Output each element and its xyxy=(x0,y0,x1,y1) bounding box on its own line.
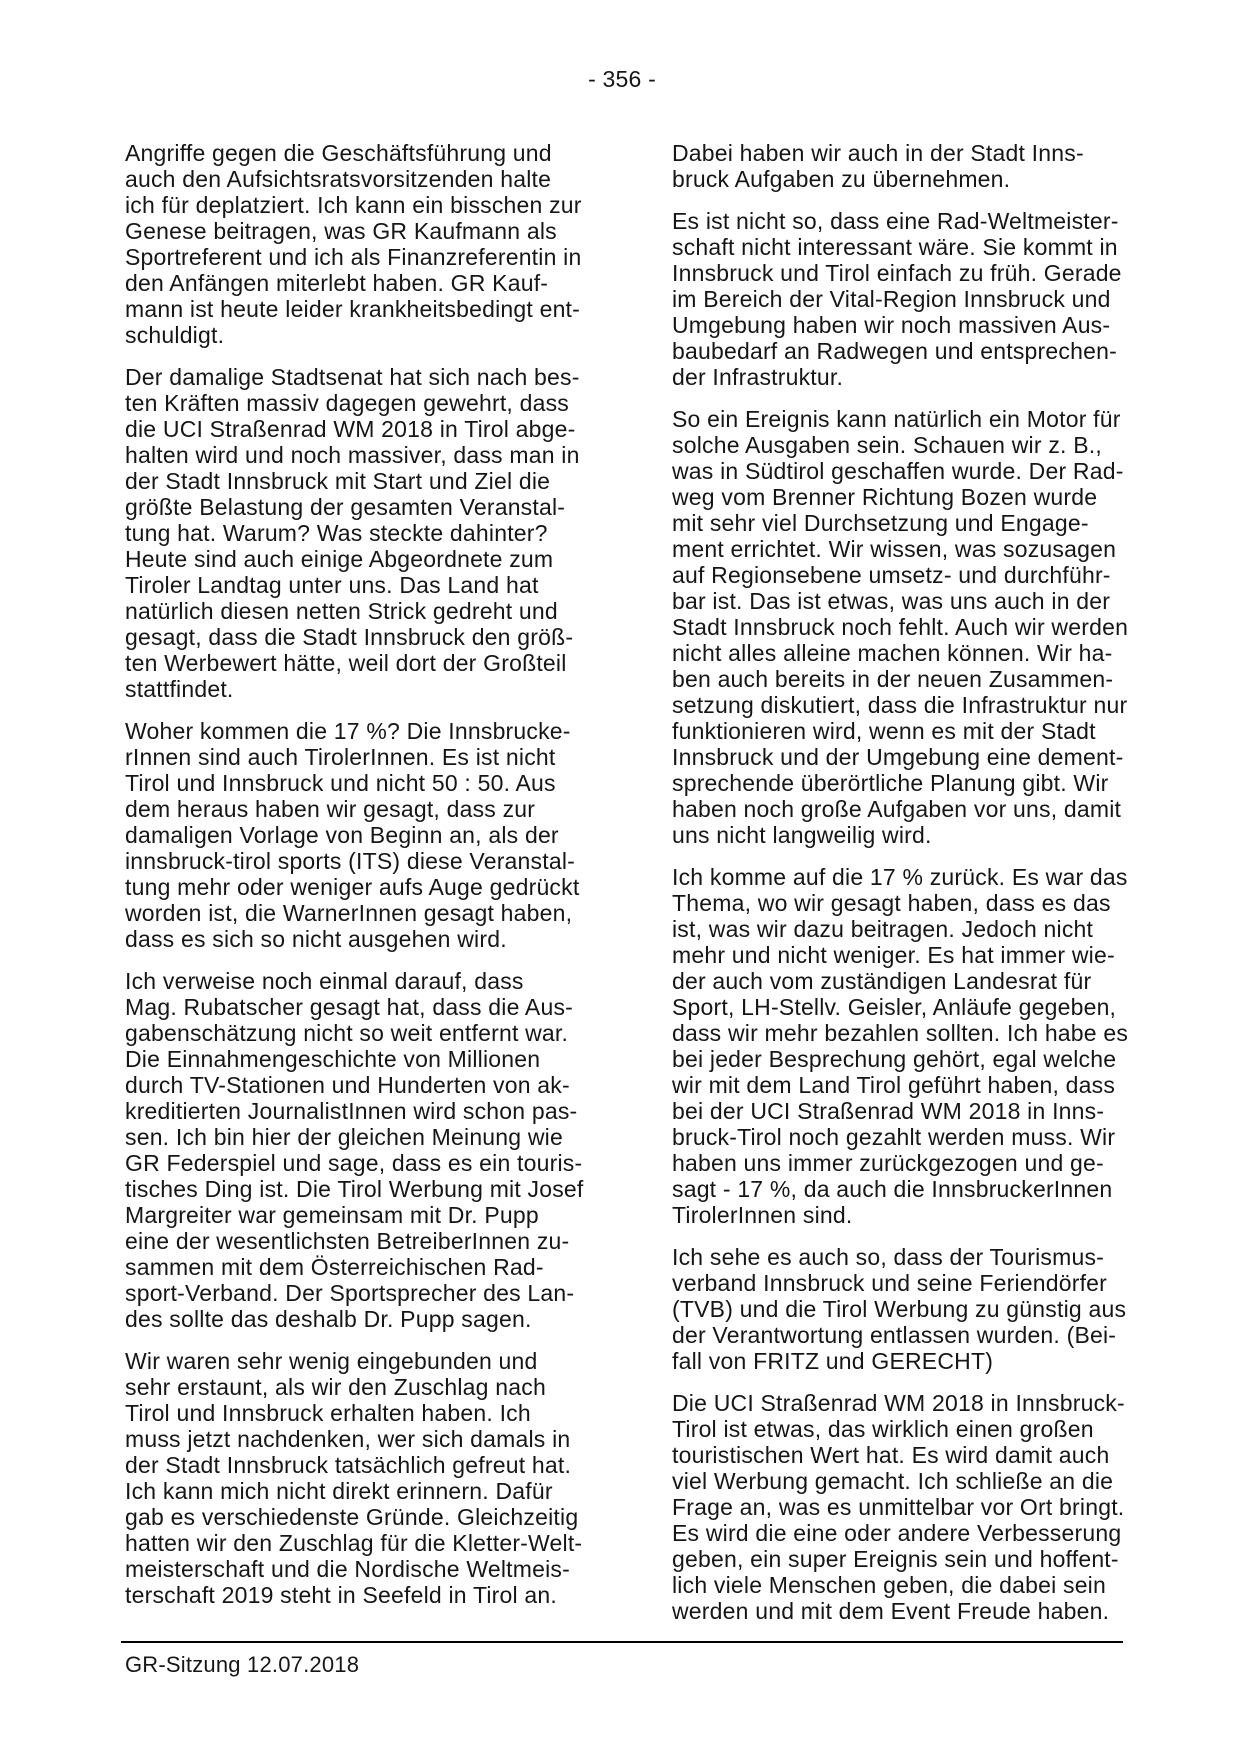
text-line: Umgebung haben wir noch massiven Aus- xyxy=(672,312,1111,338)
text-line: Ich verweise noch einmal darauf, dass xyxy=(125,968,524,994)
text-line: sammen mit dem Österreichischen Rad- xyxy=(125,1254,544,1280)
paragraph xyxy=(672,406,1134,848)
text-line: baubedarf an Radwegen und entsprechen- xyxy=(672,338,1117,364)
paragraph xyxy=(672,140,1134,192)
text-line: Der damalige Stadtsenat hat sich nach bes- xyxy=(125,364,580,390)
text-line: meisterschaft und die Nordische Weltmeis- xyxy=(125,1556,570,1582)
text-line: kreditierten JournalistInnen wird schon pas- xyxy=(125,1098,578,1124)
text-line: GR Federspiel und sage, dass es ein touris- xyxy=(125,1150,583,1176)
text-line: ten Kräften massiv dagegen gewehrt, dass xyxy=(125,390,569,416)
text-line: sehr erstaunt, als wir den Zuschlag nach xyxy=(125,1374,546,1400)
text-line: Innsbruck und Tirol einfach zu früh. Gerade xyxy=(672,260,1122,286)
text-line: Tirol und Innsbruck erhalten haben. Ich xyxy=(125,1400,531,1426)
text-line: haben noch große Aufgaben vor uns, damit xyxy=(672,796,1122,822)
paragraph xyxy=(125,968,603,1332)
text-line: terschaft 2019 steht in Seefeld in Tirol an. xyxy=(125,1582,557,1608)
text-line: Sport, LH-Stellv. Geisler, Anläufe gegeben, xyxy=(672,994,1117,1020)
text-line: Sportreferent und ich als Finanzreferentin in xyxy=(125,244,582,270)
text-line: der Stadt Innsbruck mit Start und Ziel die xyxy=(125,468,551,494)
right-text-column xyxy=(672,140,1134,1624)
text-line: bruck Aufgaben zu übernehmen. xyxy=(672,166,1011,192)
text-line: Die Einnahmengeschichte von Millionen xyxy=(125,1046,541,1072)
text-line: uns nicht langweilig wird. xyxy=(672,822,932,848)
text-line: Es ist nicht so, dass eine Rad-Weltmeister- xyxy=(672,208,1119,234)
text-line: ment errichtet. Wir wissen, was sozusagen xyxy=(672,536,1117,562)
text-line: sport-Verband. Der Sportsprecher des Lan- xyxy=(125,1280,575,1306)
paragraph xyxy=(125,718,603,952)
text-line: dem heraus haben wir gesagt, dass zur xyxy=(125,796,536,822)
text-line: Stadt Innsbruck noch fehlt. Auch wir werden xyxy=(672,614,1129,640)
text-line: Innsbruck und der Umgebung eine dement- xyxy=(672,744,1124,770)
text-line: mehr und nicht weniger. Es hat immer wie- xyxy=(672,942,1115,968)
text-line: gabenschätzung nicht so weit entfernt war. xyxy=(125,1020,569,1046)
text-line: sen. Ich bin hier der gleichen Meinung wie xyxy=(125,1124,563,1150)
text-line: mann ist heute leider krankheitsbedingt ent- xyxy=(125,296,581,322)
text-line: damaligen Vorlage von Beginn an, als der xyxy=(125,822,559,848)
text-line: ich für deplatziert. Ich kann ein bisschen zur xyxy=(125,192,582,218)
text-line: touristischen Wert hat. Es wird damit auch xyxy=(672,1442,1110,1468)
text-line: Mag. Rubatscher gesagt hat, dass die Aus- xyxy=(125,994,574,1020)
text-line: Die UCI Straßenrad WM 2018 in Innsbruck- xyxy=(672,1390,1125,1416)
text-line: sagt - 17 %, da auch die InnsbruckerInnen xyxy=(672,1176,1113,1202)
text-line: wir mit dem Land Tirol geführt haben, dass xyxy=(672,1072,1116,1098)
text-line: was in Südtirol geschaffen wurde. Der Rad- xyxy=(672,458,1124,484)
text-line: weg vom Brenner Richtung Bozen wurde xyxy=(672,484,1098,510)
text-line: nicht alles alleine machen können. Wir ha- xyxy=(672,640,1113,666)
text-line: Margreiter war gemeinsam mit Dr. Pupp xyxy=(125,1202,539,1228)
text-line: So ein Ereignis kann natürlich ein Motor für xyxy=(672,406,1121,432)
text-line: bruck-Tirol noch gezahlt werden muss. Wir xyxy=(672,1124,1116,1150)
paragraph xyxy=(672,208,1134,390)
text-line: Tirol und Innsbruck und nicht 50 : 50. Aus xyxy=(125,770,556,796)
text-line: Thema, wo wir gesagt haben, dass es das xyxy=(672,890,1111,916)
text-line: Woher kommen die 17 %? Die Innsbrucke- xyxy=(125,718,571,744)
text-line: muss jetzt nachdenken, wer sich damals in xyxy=(125,1426,571,1452)
text-line: der Infrastruktur. xyxy=(672,364,844,390)
text-line: solche Ausgaben sein. Schauen wir z. B., xyxy=(672,432,1102,458)
text-line: TirolerInnen sind. xyxy=(672,1202,853,1228)
text-line: tung mehr oder weniger aufs Auge gedrückt xyxy=(125,874,580,900)
text-line: dass es sich so nicht ausgehen wird. xyxy=(125,926,507,952)
text-line: mit sehr viel Durchsetzung und Engage- xyxy=(672,510,1089,536)
text-line: werden und mit dem Event Freude haben. xyxy=(672,1598,1110,1624)
text-line: auf Regionsebene umsetz- und durchführ- xyxy=(672,562,1111,588)
text-line: gesagt, dass die Stadt Innsbruck den größ- xyxy=(125,624,574,650)
text-line: Ich komme auf die 17 % zurück. Es war das xyxy=(672,864,1128,890)
text-line: im Bereich der Vital-Region Innsbruck und xyxy=(672,286,1111,312)
text-line: den Anfängen miterlebt haben. GR Kauf- xyxy=(125,270,549,296)
text-line: haben uns immer zurückgezogen und ge- xyxy=(672,1150,1104,1176)
text-line: der Stadt Innsbruck tatsächlich gefreut hat. xyxy=(125,1452,572,1478)
text-line: ten Werbewert hätte, weil dort der Großteil xyxy=(125,650,567,676)
footer-session-label: GR-Sitzung 12.07.2018 xyxy=(125,1652,360,1677)
text-line: ben auch bereits in der neuen Zusammen- xyxy=(672,666,1114,692)
text-line: Frage an, was es unmittelbar vor Ort bringt. xyxy=(672,1494,1125,1520)
text-line: der auch vom zuständigen Landesrat für xyxy=(672,968,1092,994)
text-line: bei der UCI Straßenrad WM 2018 in Inns- xyxy=(672,1098,1105,1124)
text-line: funktionieren wird, wenn es mit der Stadt xyxy=(672,718,1096,744)
left-text-column xyxy=(125,140,603,1608)
text-line: Ich sehe es auch so, dass der Tourismus- xyxy=(672,1244,1105,1270)
text-line: Dabei haben wir auch in der Stadt Inns- xyxy=(672,140,1084,166)
text-line: halten wird und noch massiver, dass man in xyxy=(125,442,580,468)
text-line: bar ist. Das ist etwas, was uns auch in der xyxy=(672,588,1111,614)
text-line: Heute sind auch einige Abgeordnete zum xyxy=(125,546,554,572)
text-line: geben, ein super Ereignis sein und hoffent- xyxy=(672,1546,1119,1572)
text-line: natürlich diesen netten Strick gedreht und xyxy=(125,598,558,624)
paragraph xyxy=(125,140,603,348)
text-line: die UCI Straßenrad WM 2018 in Tirol abge- xyxy=(125,416,576,442)
text-line: rInnen sind auch TirolerInnen. Es ist nicht xyxy=(125,744,556,770)
text-line: tung hat. Warum? Was steckte dahinter? xyxy=(125,520,548,546)
text-line: ist, was wir dazu beitragen. Jedoch nicht xyxy=(672,916,1094,942)
text-line: tisches Ding ist. Die Tirol Werbung mit Josef xyxy=(125,1176,584,1202)
text-line: Es wird die eine oder andere Verbesserung xyxy=(672,1520,1122,1546)
paragraph xyxy=(672,864,1134,1228)
text-line: verband Innsbruck und seine Feriendörfer xyxy=(672,1270,1108,1296)
text-line: schuldigt. xyxy=(125,322,225,348)
text-line: durch TV-Stationen und Hunderten von ak- xyxy=(125,1072,570,1098)
paragraph xyxy=(672,1390,1134,1624)
text-line: stattfindet. xyxy=(125,676,234,702)
text-line: bei jeder Besprechung gehört, egal welche xyxy=(672,1046,1117,1072)
paragraph xyxy=(672,1244,1134,1374)
text-line: setzung diskutiert, dass die Infrastruktur nur xyxy=(672,692,1128,718)
text-line: fall von FRITZ und GERECHT) xyxy=(672,1348,994,1374)
text-line: (TVB) und die Tirol Werbung zu günstig aus xyxy=(672,1296,1127,1322)
text-line: auch den Aufsichtsratsvorsitzenden halte xyxy=(125,166,552,192)
page-number: - 356 - xyxy=(588,66,656,92)
text-line: des sollte das deshalb Dr. Pupp sagen. xyxy=(125,1306,532,1332)
paragraph xyxy=(125,1348,603,1608)
text-line: eine der wesentlichsten BetreiberInnen zu- xyxy=(125,1228,570,1254)
text-line: Angriffe gegen die Geschäftsführung und xyxy=(125,140,552,166)
text-line: sprechende überörtliche Planung gibt. Wir xyxy=(672,770,1109,796)
text-line: Tirol ist etwas, das wirklich einen großen xyxy=(672,1416,1094,1442)
text-line: Ich kann mich nicht direkt erinnern. Dafür xyxy=(125,1478,553,1504)
paragraph xyxy=(125,364,603,702)
text-line: hatten wir den Zuschlag für die Kletter-Welt- xyxy=(125,1530,583,1556)
text-line: dass wir mehr bezahlen sollten. Ich habe es xyxy=(672,1020,1129,1046)
text-line: worden ist, die WarnerInnen gesagt haben, xyxy=(125,900,573,926)
text-line: schaft nicht interessant wäre. Sie kommt in xyxy=(672,234,1118,260)
text-line: Wir waren sehr wenig eingebunden und xyxy=(125,1348,538,1374)
text-line: der Verantwortung entlassen wurden. (Bei- xyxy=(672,1322,1117,1348)
text-line: Tiroler Landtag unter uns. Das Land hat xyxy=(125,572,539,598)
text-line: Genese beitragen, was GR Kaufmann als xyxy=(125,218,557,244)
text-line: größte Belastung der gesamten Veranstal- xyxy=(125,494,566,520)
text-line: innsbruck-tirol sports (ITS) diese Veranstal- xyxy=(125,848,575,874)
footer-divider xyxy=(121,1641,1123,1643)
text-line: gab es verschiedenste Gründe. Gleichzeitig xyxy=(125,1504,579,1530)
text-line: viel Werbung gemacht. Ich schließe an die xyxy=(672,1468,1114,1494)
text-line: lich viele Menschen geben, die dabei sein xyxy=(672,1572,1106,1598)
